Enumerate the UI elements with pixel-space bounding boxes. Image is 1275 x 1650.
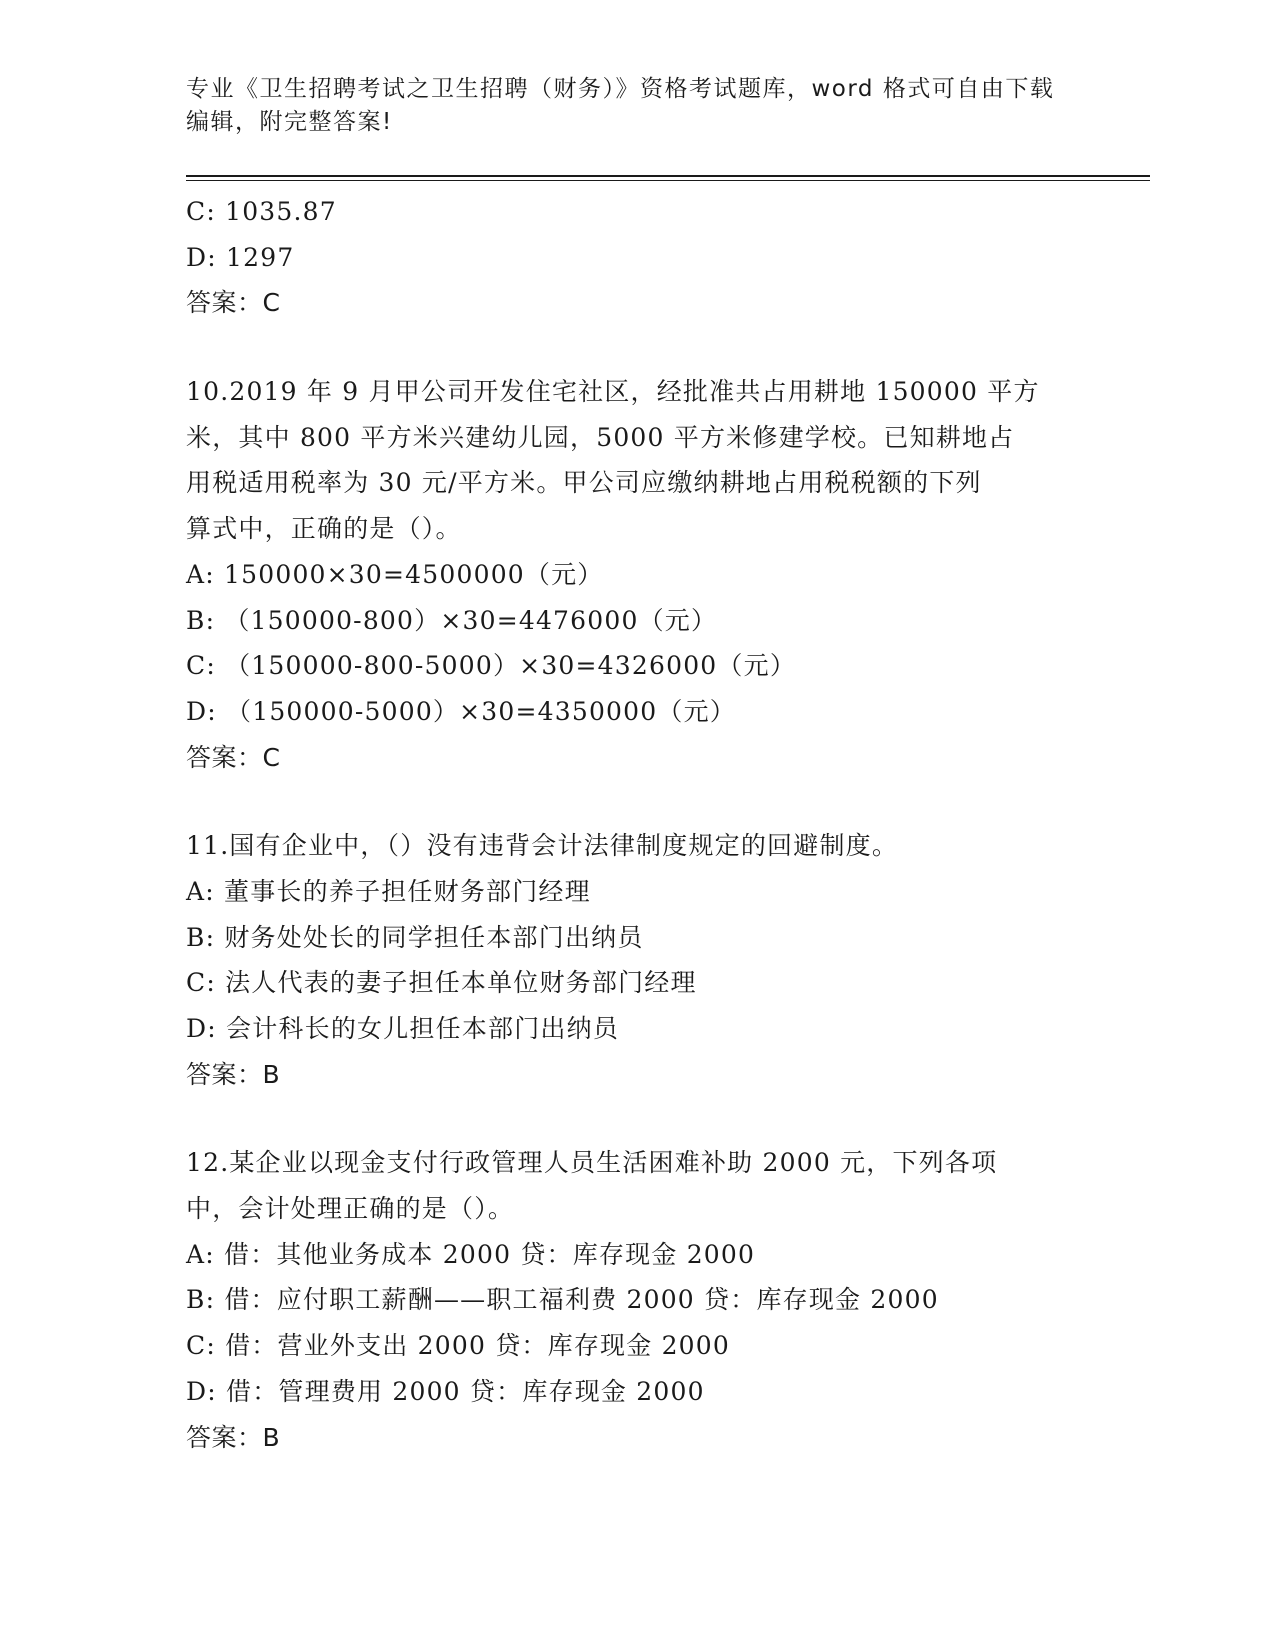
option-d: D: 借：管理费用 2000 贷：库存现金 2000 <box>186 1376 705 1406</box>
document-header <box>186 73 1066 139</box>
option-d: D: 会计科长的女儿担任本部门出纳员 <box>186 1014 620 1043</box>
option-c: C: （150000-800-5000）×30=4326000（元） <box>186 651 797 681</box>
question-10 <box>186 369 1086 780</box>
question-12 <box>186 1140 1086 1460</box>
option-a: A: 董事长的养子担任财务部门经理 <box>186 876 591 906</box>
header-divider-thin <box>186 180 1150 181</box>
answer-line: 答案：B <box>186 1059 281 1089</box>
option-c: C: 1035.87 <box>186 197 337 226</box>
question-stem-line: 12.某企业以现金支付行政管理人员生活困难补助 2000 元，下列各项 <box>186 1148 998 1178</box>
answer-line: 答案：B <box>186 1422 281 1452</box>
option-d: D: 1297 <box>186 242 295 272</box>
spacer <box>186 780 1086 823</box>
option-c: C: 借：营业外支出 2000 贷：库存现金 2000 <box>186 1331 730 1361</box>
question-stem-line: 11.国有企业中，（）没有违背会计法律制度规定的回避制度。 <box>186 831 899 861</box>
answer-line: 答案：C <box>186 742 281 772</box>
question-stem-line: 米，其中 800 平方米兴建幼儿园，5000 平方米修建学校。已知耕地占 <box>186 422 1015 452</box>
option-b: B: 财务处处长的同学担任本部门出纳员 <box>186 922 644 952</box>
answer-line: 答案：C <box>186 288 281 318</box>
header-divider-thick <box>186 175 1150 177</box>
question-stem-line: 10.2019 年 9 月甲公司开发住宅社区，经批准共占用耕地 150000 平方 <box>186 377 1040 407</box>
option-b: B: （150000-800）×30=4476000（元） <box>186 605 718 635</box>
header-line-2: 编辑，附完整答案! <box>186 109 393 135</box>
option-b: B: 借：应付职工薪酬——职工福利费 2000 贷：库存现金 2000 <box>186 1285 939 1315</box>
question-stem-line: 中，会计处理正确的是（）。 <box>186 1194 515 1224</box>
question-stem-line: 算式中，正确的是（）。 <box>186 514 462 544</box>
question-9-tail <box>186 189 1086 326</box>
header-line-1: 专业《卫生招聘考试之卫生招聘（财务）》资格考试题库，word 格式可自由下载 <box>186 76 1055 102</box>
question-11 <box>186 823 1086 1097</box>
option-a: A: 150000×30=4500000（元） <box>186 559 604 589</box>
option-c: C: 法人代表的妻子担任本单位财务部门经理 <box>186 968 697 998</box>
document-body <box>186 189 1086 1460</box>
option-d: D: （150000-5000）×30=4350000（元） <box>186 696 736 726</box>
spacer <box>186 1097 1086 1140</box>
option-a: A: 借：其他业务成本 2000 贷：库存现金 2000 <box>186 1239 756 1269</box>
spacer <box>186 326 1086 369</box>
question-stem-line: 用税适用税率为 30 元/平方米。甲公司应缴纳耕地占用税税额的下列 <box>186 468 982 498</box>
